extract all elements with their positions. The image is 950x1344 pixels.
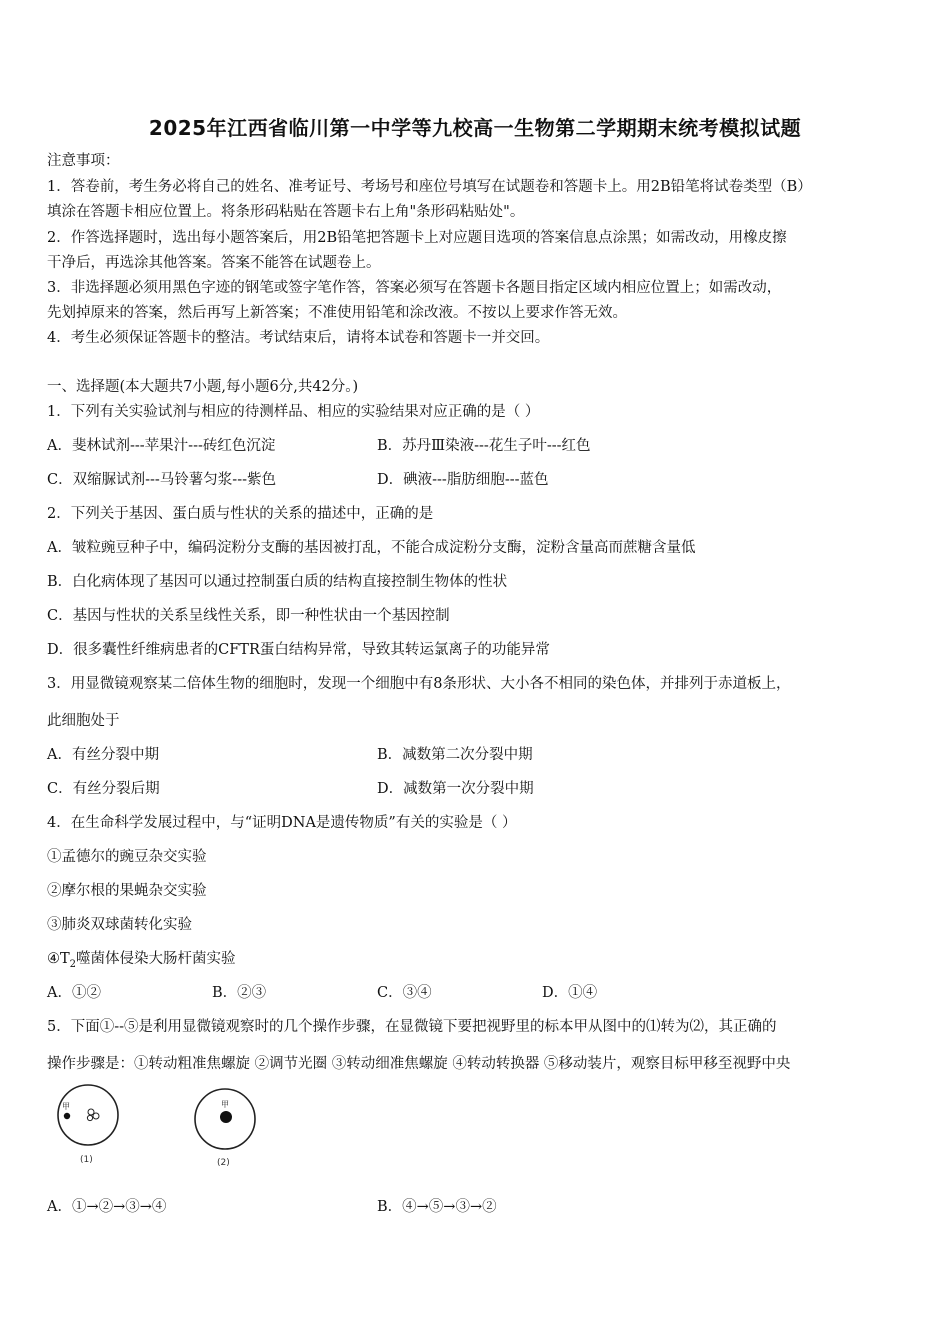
q4-option-d: D．①④ — [542, 985, 598, 1001]
q4-option-c: C．③④ — [377, 985, 432, 1001]
notice-line: 填涂在答题卡相应位置上。将条形码粘贴在答题卡右上角"条形码粘贴处"。 — [47, 204, 525, 220]
q3-option-c: C．有丝分裂后期 — [47, 781, 160, 797]
q4-item-1: ①孟德尔的豌豆杂交实验 — [47, 849, 207, 865]
q3-option-b: B．减数第二次分裂中期 — [377, 747, 533, 763]
notice-heading: 注意事项： — [47, 153, 120, 169]
q1-option-c: C．双缩脲试剂---马铃薯匀浆---紫色 — [47, 472, 276, 488]
question-3-stem: 3．用显微镜观察某二倍体生物的细胞时，发现一个细胞中有8条形状、大小各不相同的染色体，并排列于赤道板上， — [47, 676, 791, 692]
q4-item-4-sub: 2 — [69, 958, 77, 970]
microscope-field-figure — [50, 1082, 270, 1172]
question-4-stem: 4．在生命科学发展过程中，与“证明DNA是遗传物质”有关的实验是（ ） — [47, 815, 517, 831]
notice-line: 3．非选择题必须用黑色字迹的钢笔或签字笔作答，答案必须写在答题卡各题目指定区域内相应位置上；如需改动， — [47, 280, 782, 296]
q1-option-d: D．碘液---脂肪细胞---蓝色 — [377, 472, 549, 488]
q1-option-b: B．苏丹Ⅲ染液---花生子叶---红色 — [377, 438, 591, 454]
section-heading: 一、选择题(本大题共7小题,每小题6分,共42分。) — [47, 379, 359, 395]
q1-option-a: A．斐林试剂---苹果汁---砖红色沉淀 — [47, 438, 276, 454]
fig1-label-jia: 甲 — [62, 1102, 70, 1111]
q5-option-b: B．④→⑤→③→② — [377, 1199, 497, 1215]
q4-option-b: B．②③ — [212, 985, 267, 1001]
q2-option-b: B．白化病体现了基因可以通过控制蛋白质的结构直接控制生物体的性状 — [47, 574, 508, 590]
notice-line: 4．考生必须保证答题卡的整洁。考试结束后，请将本试卷和答题卡一并交回。 — [47, 330, 550, 346]
field-of-view-2 — [195, 1089, 255, 1168]
q4-item-4 — [47, 949, 236, 975]
q3-option-d: D．减数第一次分裂中期 — [377, 781, 534, 797]
fig2-caption: (2) — [217, 1158, 230, 1168]
q2-option-c: C．基因与性状的关系呈线性关系，即一种性状由一个基因控制 — [47, 608, 450, 624]
q3-option-a: A．有丝分裂中期 — [47, 747, 159, 763]
notice-line: 1．答卷前，考生务必将自己的姓名、准考证号、考场号和座位号填写在试题卷和答题卡上。用2B铅笔将试卷类型（B） — [47, 179, 812, 195]
q5-option-a: A．①→②→③→④ — [47, 1199, 167, 1215]
q4-option-a: A．①② — [47, 985, 101, 1001]
notice-line: 干净后，再选涂其他答案。答案不能答在试题卷上。 — [47, 255, 381, 271]
q4-item-4-pre: ④T — [47, 951, 70, 967]
q4-item-4-post: 噬菌体侵染大肠杆菌实验 — [76, 951, 236, 967]
fig2-label-jia: 甲 — [221, 1100, 229, 1109]
field-of-view-1 — [58, 1085, 118, 1165]
q2-option-a: A．皱粒豌豆种子中，编码淀粉分支酶的基因被打乱，不能合成淀粉分支酶，淀粉含量高而蔗糖含量低 — [47, 540, 696, 556]
notice-line: 2．作答选择题时，选出每小题答案后，用2B铅笔把答题卡上对应题目选项的答案信息点涂黑；如需改动，用橡皮擦 — [47, 230, 787, 246]
question-5-stem: 5．下面①--⑤是利用显微镜观察时的几个操作步骤，在显微镜下要把视野里的标本甲从图中的⑴转为⑵，其正确的 — [47, 1019, 777, 1035]
q2-option-d: D．很多囊性纤维病患者的CFTR蛋白结构异常，导致其转运氯离子的功能异常 — [47, 642, 550, 658]
fig1-caption: (1) — [80, 1155, 93, 1165]
question-1-stem: 1．下列有关实验试剂与相应的待测样品、相应的实验结果对应正确的是（ ） — [47, 404, 540, 420]
page-title: 2025年江西省临川第一中学等九校高一生物第二学期期末统考模拟试题 — [148, 116, 802, 140]
question-3-stem-cont: 此细胞处于 — [47, 713, 120, 729]
question-2-stem: 2．下列关于基因、蛋白质与性状的关系的描述中，正确的是 — [47, 506, 434, 522]
q4-item-2: ②摩尔根的果蝇杂交实验 — [47, 883, 207, 899]
notice-line: 先划掉原来的答案，然后再写上新答案；不准使用铅笔和涂改液。不按以上要求作答无效。 — [47, 305, 627, 321]
q4-item-3: ③肺炎双球菌转化实验 — [47, 917, 192, 933]
question-5-stem-cont: 操作步骤是：①转动粗准焦螺旋 ②调节光圈 ③转动细准焦螺旋 ④转动转换器 ⑤移动装片，观察目标甲移至视野中央 — [47, 1056, 791, 1072]
